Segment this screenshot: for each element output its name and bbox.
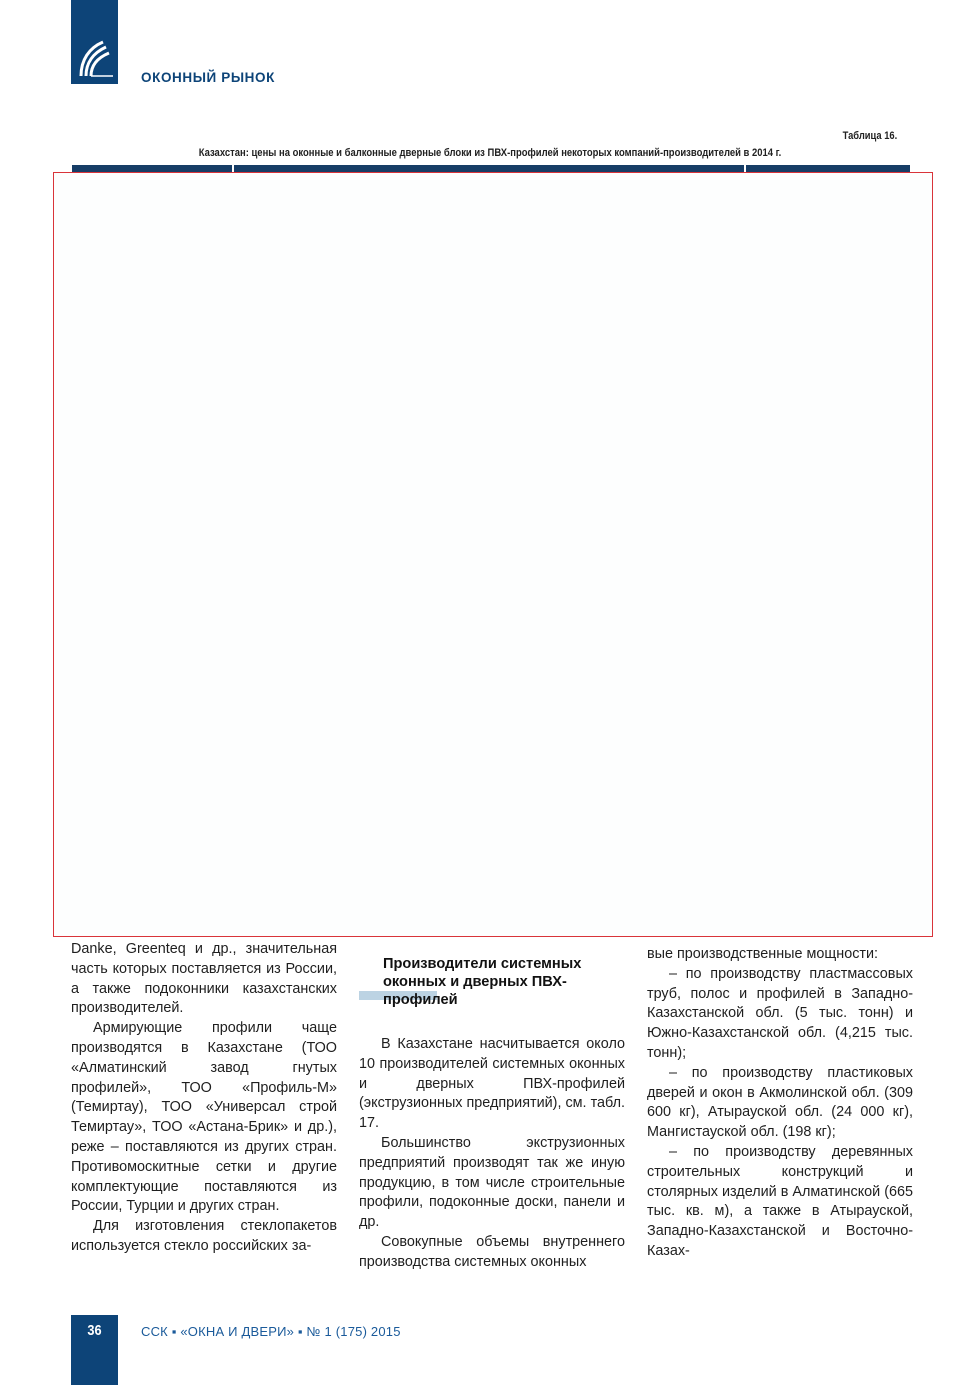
magazine-logo xyxy=(71,0,118,84)
magazine-logo-icon xyxy=(75,36,115,80)
subheading xyxy=(359,955,625,1009)
paragraph: Совокупные объемы внутреннего производства системных оконных xyxy=(359,1233,625,1270)
paragraph: Большинство экструзионных предприятий производят так же иную продукцию, в том числе строительные профили, подоконные доски, панели и др. xyxy=(359,1134,625,1231)
publication-info: ССК ▪ «ОКНА И ДВЕРИ» ▪ № 1 (175) 2015 xyxy=(141,1324,401,1339)
paragraph: Danke, Greenteq и др., значительная часть которых поставляется из России, а также подоконники казахстанских производителей. xyxy=(71,941,337,1017)
paragraph: В Казахстане насчитывается около 10 производителей системных оконных и дверных ПВХ-профилей (экструзионных предприятий), см. табл. 17. xyxy=(359,1036,625,1132)
text-column-3 xyxy=(647,926,913,1262)
redaction-box xyxy=(53,172,933,937)
subheading-text: Производители системных оконных и дверных ПВХ-профилей xyxy=(383,956,582,1008)
paragraph: – по производству пластмассовых труб, полос и профилей в Западно-Казахстанской обл. (5 тыс. тонн) и Южно-Казахстанской обл. (4,215 тыс. тонн); xyxy=(647,965,913,1061)
table-caption: Казахстан: цены на оконные и балконные дверные блоки из ПВХ-профилей некоторых компаний-производителей в 2014 г. xyxy=(198,147,782,159)
paragraph: – по производству деревянных строительных конструкций и столярных изделий в Алматинской (665 тыс. кв. м), а также в Атырауской, Западно-Казахстанской и Восточно-Казах- xyxy=(647,1143,913,1259)
paragraph: Для изготовления стеклопакетов используется стекло российских за- xyxy=(71,1218,337,1254)
page-number: 36 xyxy=(87,1322,102,1339)
paragraph: Армирующие профили чаще производятся в Казахстане (ТОО «Алматинский завод гнутых профилей», ТОО «Профиль-М» (Темиртау), ТОО «Универсал строй Темиртау», ТОО «Астана-Брик» и др.), реже – поставляются из других стран. Противомоскитные сетки и другие комплектующие поставляются из России, Турции и других стран. xyxy=(71,1020,337,1215)
paragraph: вые производственные мощности: xyxy=(647,946,879,962)
text-column-2 xyxy=(359,955,625,1273)
text-column-1 xyxy=(71,926,337,1257)
table-number: Таблица 16. xyxy=(842,130,897,142)
paragraph: – по производству пластиковых дверей и окон в Акмолинской обл. (309 600 кг), Атырауской обл. (24 000 кг), Мангистауской обл. (198 кг); xyxy=(647,1064,913,1141)
section-title: ОКОННЫЙ РЫНОК xyxy=(141,70,275,85)
footer-page-block xyxy=(71,1315,118,1385)
